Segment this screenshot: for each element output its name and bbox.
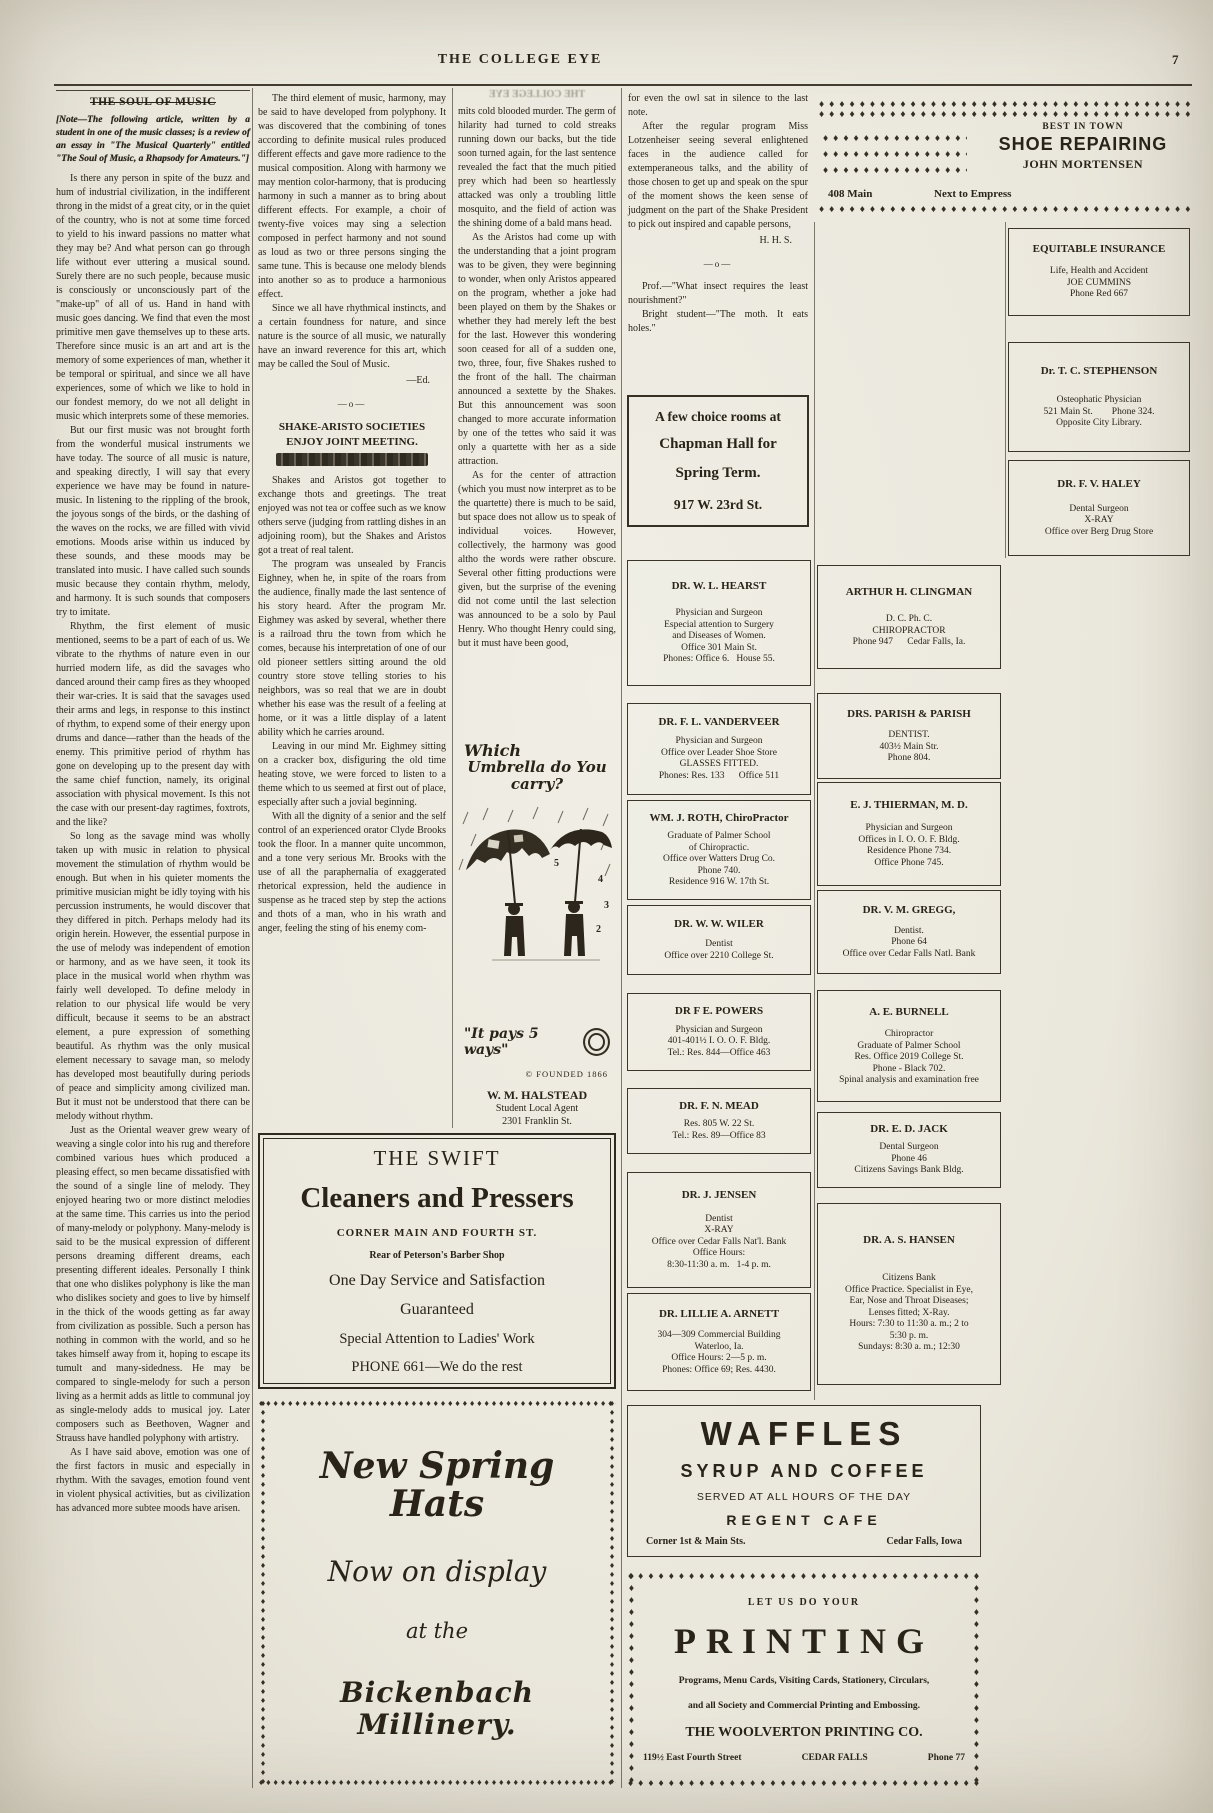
ad-line: Office 301 Main St. bbox=[681, 642, 757, 653]
ad-bickenbach-millinery bbox=[258, 1400, 616, 1788]
header-rule bbox=[54, 84, 1192, 86]
ad-title: ARTHUR H. CLINGMAN bbox=[845, 585, 973, 598]
ad-title: DR. F. N. MEAD bbox=[679, 1099, 759, 1112]
ad-store-name: Bickenbach Millinery. bbox=[339, 1675, 535, 1741]
ad-title: PRINTING bbox=[673, 1621, 935, 1662]
ornament-border bbox=[258, 1400, 267, 1788]
ad-line: A few choice rooms at bbox=[655, 408, 781, 424]
ad-line: 5:30 p. m. bbox=[889, 1330, 929, 1341]
ad-title: DR. F. L. VANDERVEER bbox=[658, 715, 780, 728]
ad-body bbox=[631, 736, 807, 782]
ad-woolverton-printing bbox=[627, 1572, 981, 1788]
ad-line: SERVED AT ALL HOURS OF THE DAY bbox=[696, 1490, 912, 1503]
ad-line: Rear of Peterson's Barber Shop bbox=[369, 1249, 505, 1261]
ad-title: DR. V. M. GREGG, bbox=[862, 903, 956, 916]
ad-line: Dentist bbox=[705, 1213, 733, 1224]
ink-smudge bbox=[276, 453, 428, 466]
ad-drs-parish bbox=[817, 693, 1001, 779]
ad-line: DENTIST. bbox=[888, 730, 930, 740]
ornament-border bbox=[258, 1779, 616, 1788]
ad-title: DR. W. L. HEARST bbox=[671, 580, 767, 593]
ad-shoe-text bbox=[974, 122, 1192, 172]
ad-body bbox=[821, 614, 997, 649]
ad-line: Physician and Surgeon bbox=[675, 608, 763, 619]
ad-tagline: BEST IN TOWN bbox=[1042, 122, 1124, 132]
ad-line: 8:30-11:30 a. m. 1-4 p. m. bbox=[667, 1259, 771, 1270]
paragraph: Since we all have rhythmical instincts, and a certain foundness for nature, and since nature is the source of all music, we naturally have an inward reverence for this art, which may be called the Soul of Music. bbox=[258, 303, 446, 370]
column-rule bbox=[252, 88, 253, 1788]
ad-line: Graduate of Palmer School bbox=[857, 1040, 961, 1051]
ad-line: Phones: Office 6. House 55. bbox=[663, 654, 775, 665]
ad-line: Office over Watters Drug Co. bbox=[662, 854, 776, 864]
ad-agent-block bbox=[458, 1089, 616, 1128]
ad-line: Lenses fitted; X-Ray. bbox=[868, 1307, 950, 1318]
ad-dr-powers bbox=[627, 993, 811, 1071]
ad-line: Waterloo, Ia. bbox=[694, 1341, 744, 1352]
ad-title: A. E. BURNELL bbox=[869, 1005, 949, 1018]
ad-line: Office over Cedar Falls Nat'l. Bank bbox=[651, 1236, 787, 1247]
ad-title: DR F E. POWERS bbox=[674, 1004, 764, 1017]
ad-body bbox=[821, 730, 997, 765]
ad-title: SHOE REPAIRING bbox=[998, 134, 1168, 154]
paragraph: Leaving in our mind Mr. Eighmey sitting on a cracker box, disfiguring the old time heating stove, we were forced to listen to a theme which to us seemed at first out of place, especially after such a jovial beginning. bbox=[258, 741, 446, 808]
ad-slogan: "It pays 5 ways" bbox=[464, 1026, 539, 1058]
ad-line: Phones: Office 69; Res. 4430. bbox=[662, 1364, 776, 1375]
ad-title: DR. E. D. JACK bbox=[870, 1123, 948, 1136]
paragraph: So long as the savage mind was wholly taken up with music in relation to physical movement the stimulation of rhythm would be enough. But when in his quieter moments the primitive musician might be idly toying with his percussion instruments, he would discover that they differed in pitch. Perhaps melody had its origin herein. However, the essential purpose in the use of melody was independent of emotion or harmony, and as we have seen, it took its place in the musical world when rhythm was fairly well developed. To define melody in relation to our physical life would be very difficult, because it seems to be an abstract element, a pure expression of something beautiful. As rhythm was the only musical element necessary to savage man, so melody has developed most beautifully during periods of peace and simplicity among civilized man. But it must not be understood that there can be melody without rhythm. bbox=[56, 831, 250, 1122]
article-signature: —Ed. bbox=[406, 375, 430, 386]
ad-line: 403½ Main Str. bbox=[879, 741, 939, 752]
ad-line: Dentist bbox=[705, 939, 733, 949]
ornament-border bbox=[607, 1400, 616, 1788]
ad-line: Dental Surgeon bbox=[1069, 503, 1129, 514]
ad-body-line: Programs, Menu Cards, Visiting Cards, Stationery, Circulars, bbox=[678, 1676, 930, 1687]
ad-line: Dentist. bbox=[894, 925, 924, 936]
ad-regent-cafe bbox=[627, 1405, 981, 1557]
ad-line: Res. 805 W. 22 St. bbox=[683, 1119, 755, 1130]
ad-line: Phones: Res. 133 Office 511 bbox=[658, 770, 780, 781]
ad-title: DR. F. V. HALEY bbox=[1057, 477, 1141, 490]
ad-line: Physician and Surgeon bbox=[675, 1024, 763, 1035]
ad-founded: © FOUNDED 1866 bbox=[525, 1068, 608, 1079]
paragraph: As I have said above, emotion was one of the first factors in music and especially in rhythm. With the savages, emotion found vent in violent physical activities, but as civilization has advanced more subtee moods have arisen. bbox=[56, 1447, 250, 1514]
ad-line: JOE CUMMINS bbox=[1066, 277, 1132, 288]
editor-note: [Note—The following article, written by a student in one of the music classes; is a review of an essay in "The Musical Quarterly" entitled "The Soul of Music, a Rhapsody for Amateurs."] bbox=[56, 115, 250, 164]
ad-line: Citizens Bank bbox=[882, 1273, 936, 1284]
company-seal-icon bbox=[583, 1028, 610, 1056]
ad-line: Now on display bbox=[327, 1554, 547, 1588]
ad-line: Guaranteed bbox=[400, 1301, 474, 1319]
svg-text:5: 5 bbox=[554, 857, 559, 869]
ad-body bbox=[821, 823, 997, 869]
ad-slogan-row bbox=[458, 1026, 616, 1058]
column-rule bbox=[452, 88, 453, 1128]
ad-umbrella-insurance bbox=[458, 742, 616, 1128]
ad-line: Tel.: Res. 89—Office 83 bbox=[672, 1130, 766, 1141]
paragraph: As the Aristos had come up with the understanding that a joint program was to be given, they were beginning to wonder, when only Aristos appeared on the program, whether a joke had been played on them by the Shakes or whether they had merely left the best for the last. However this wondering soon ceased for all of a sudden one, two, three, four, five Shakes rushed to the front of the hall. The chairman announced a sextette by the Shakes. But this announcement was soon changed to more accurate information by one of the tettes who said it was only a quartette with her as a side attraction. bbox=[458, 232, 616, 467]
ad-body bbox=[821, 1273, 997, 1354]
ad-proprietor: JOHN MORTENSEN bbox=[1022, 157, 1144, 171]
ad-equitable-insurance bbox=[1008, 228, 1190, 316]
ad-line: Hours: 7:30 to 11:30 a. m.; 2 to bbox=[849, 1319, 969, 1330]
ad-headline: Umbrella do You carry? bbox=[467, 758, 607, 793]
ornament-border bbox=[972, 1572, 981, 1788]
ornament-border bbox=[258, 1400, 616, 1409]
ad-location-note: Next to Empress bbox=[934, 188, 1012, 200]
ornament-border bbox=[818, 205, 1190, 214]
ad-dr-jensen bbox=[627, 1172, 811, 1288]
ad-title: WM. J. ROTH, ChiroPractor bbox=[649, 811, 789, 824]
society-article-body bbox=[628, 92, 808, 232]
ad-swift-cleaners bbox=[258, 1133, 616, 1389]
ad-line: at the bbox=[405, 1619, 469, 1644]
ad-body bbox=[1012, 504, 1186, 539]
paragraph: Shakes and Aristos got together to exchange thots and greetings. The treat enjoyed was not tea or coffee such as we know others serve (judging from rattling dishes in an adjoining room), but the Shakes and Aristos got a treat of real talent. bbox=[258, 475, 446, 556]
ad-printing-text bbox=[643, 1584, 965, 1776]
ornament-border bbox=[818, 100, 1190, 109]
ad-line: Office Hours: 2—5 p. m. bbox=[671, 1353, 767, 1364]
ornament-border bbox=[822, 166, 967, 175]
paragraph: As for the center of attraction (which you must now interpret as to be the quartette) there is much to be said, but space does not allow us to speak of individual voices. However, collectively, the harmony was good altho the words were rather obscure. Several other fitting productions were given, but the surprise of the evening did not come until the last selection was announced to be a solo by Paul Henry. Who thought Henry could sing, but it must have been good, bbox=[458, 470, 616, 649]
ad-company: THE WOOLVERTON PRINTING CO. bbox=[685, 1724, 923, 1740]
ad-dr-hansen bbox=[817, 1203, 1001, 1385]
ad-line: GLASSES FITTED. bbox=[679, 759, 759, 770]
ad-line: Graduate of Palmer School bbox=[667, 831, 771, 841]
svg-text:3: 3 bbox=[604, 899, 609, 911]
society-headline: SHAKE-ARISTO SOCIETIES bbox=[278, 421, 426, 433]
ad-title: New Spring Hats bbox=[319, 1445, 555, 1526]
ad-line: Osteophatic Physician bbox=[1056, 395, 1142, 405]
paragraph: mits cold blooded murder. The germ of hilarity had turned to cold streaks running down our backs, but the tide soon turned again, for the last sentence revealed the fact that the much pitied prey which had been so heartlessly attacked was only a troubling little mosquito, and the field of action was the shining dome of a bald mans head. bbox=[458, 106, 616, 229]
ad-dr-gregg bbox=[817, 890, 1001, 974]
paragraph: for even the owl sat in silence to the last note. bbox=[628, 93, 808, 118]
ad-address: 408 Main bbox=[828, 188, 873, 200]
ad-title: DR. LILLIE A. ARNETT bbox=[658, 1307, 780, 1320]
ad-line: Phone 740. bbox=[697, 865, 741, 876]
ad-line: Dental Surgeon bbox=[879, 1142, 939, 1153]
article-body bbox=[56, 172, 250, 1516]
ornament-border bbox=[822, 134, 967, 143]
ad-line: CHIROPRACTOR bbox=[872, 625, 946, 636]
joke-answer: Bright student—"The moth. It eats holes." bbox=[628, 309, 808, 334]
ad-body bbox=[1012, 266, 1186, 301]
svg-text:2: 2 bbox=[596, 923, 601, 935]
ad-lead: LET US DO YOUR bbox=[747, 1596, 861, 1608]
ad-dr-wiler bbox=[627, 905, 811, 975]
ad-line: X-RAY bbox=[704, 1225, 734, 1236]
ad-dr-jack bbox=[817, 1112, 1001, 1188]
paragraph: But our first music was not brought forth from the wonderful musical instruments we have today. The source of all music is nature, and speaking directly, I will say that every experience we have may be found in nature-music. In listening to the rippling of the brook, the joyous songs of the birds, or the dashing of the waves on the rocks, we are filled with vivid emotions. Moods arise within us induced by these sounds, and these moods may be translated into music. I have called such sounds music because they contain rhythm, melody, and harmony. It is such sounds that composers try to imitate. bbox=[56, 425, 250, 618]
ad-line: Tel.: Res. 844—Office 463 bbox=[667, 1047, 771, 1058]
ad-body-line: and all Society and Commercial Printing and Embossing. bbox=[687, 1700, 921, 1711]
ad-title: DR. J. JENSEN bbox=[681, 1188, 757, 1201]
column-rule bbox=[814, 222, 815, 1400]
ad-line: Phone 804. bbox=[887, 753, 931, 763]
ad-line: Phone 46 bbox=[891, 1153, 927, 1164]
ad-line: Res. Office 2019 College St. bbox=[854, 1052, 964, 1062]
ad-title: E. J. THIERMAN, M. D. bbox=[850, 798, 968, 811]
society-article-body bbox=[258, 474, 446, 936]
article-body bbox=[258, 92, 446, 372]
column-rule bbox=[621, 88, 622, 1788]
print-bleed-artifact: THE COLLEGE EYE bbox=[488, 89, 586, 100]
ad-line: Phone 947 Cedar Falls, Ia. bbox=[852, 637, 966, 647]
ad-line: Office over 2210 College St. bbox=[664, 950, 774, 961]
ad-line: Citizens Savings Bank Bldg. bbox=[854, 1165, 964, 1176]
ad-thierman bbox=[817, 782, 1001, 886]
ad-line: Residence 916 W. 17th St. bbox=[668, 877, 770, 887]
ad-body bbox=[631, 1214, 807, 1272]
column-2 bbox=[258, 92, 446, 936]
ad-title: Dr. T. C. STEPHENSON bbox=[1040, 364, 1158, 377]
ad-body bbox=[631, 608, 807, 666]
article-headline: THE SOUL OF MUSIC bbox=[56, 90, 250, 109]
paragraph: After the regular program Miss Lotzenheiser seeing several enlightened faces in the audience called for extemperaneous talks, and the ability of those chosen to get up and speak on the spur of the moment shows the keen sense of judgment on the part of the Shake President to pick out inspired and capable persons, bbox=[628, 121, 808, 230]
svg-text:4: 4 bbox=[598, 873, 603, 885]
section-divider: —o— bbox=[703, 259, 733, 269]
author-initials: H. H. S. bbox=[759, 235, 792, 246]
paragraph: Is there any person in spite of the buzz and hum of industrial civilization, in the indifferent throng in the midst of a great city, or in the quiet of the country, who is not at some time forced to yield to his inward passions no matter what they may be? And what person can go through life without ever uttering a musical sound. Surely there are no such people, because music is consciously or unconsciously part of the "make-up" of all of us. Hand in hand with music goes dancing. We find that even the most primitive men gave themselves up to these arts. Therefore since music is an art and art is the memory of some experiences of man, whether it be temporal or spiritual, and since we all have experiences, some of which we like to hold in our fondest memory, do we not all delight in music which interprets some of these memories. bbox=[56, 173, 250, 422]
ad-line: Office over Berg Drug Store bbox=[1044, 526, 1154, 537]
ad-line: Spring Term. bbox=[675, 464, 761, 481]
umbrella-illustration bbox=[458, 804, 616, 1016]
paragraph: Just as the Oriental weaver grew weary of weaving a single color into his rug and therefore combined various hues which produced a pleasing effect, so men became dissatisfied with the sound of a single line of melody. They enjoyed hearing two or more distinct melodies at the same time. This carries us into the period of many-melody or polyphony. Many-melody is said to be the musical expression of different persons dreaming different dreams, each presenting different ideales. Personally I think that one who dislikes polyphony is like the man who dislikes society and goes to live by himself in the thick of the woods getting as far away from civilization as possible. Such a person has nothing in common with the world, and so he takes himself away from it, hoping to escape its tumult and many-sidedness. He may be compared to single-melody for such a person living as a hermit adds as little to communal joy as single-melody adds to musical joy. Later composers such as Beethoven, Wagner and Strauss have handled polyphony with artistry. bbox=[56, 1125, 250, 1444]
ad-line: Phone Red 667 bbox=[1069, 289, 1129, 300]
paragraph: The third element of music, harmony, may be said to have developed from polyphony. It was discovered that the combining of tones according to definite musical rules produced different effects and gave more radience to the musical composition. Along with harmony we may mention color-harmony, that is producing harmony in such a manner as to bring about different effects. For example, a choir of twenty-five voices may sing a selection composed in perfect harmony and not sound as loud as two or three persons singing the same tune. This is because one melody blends into another so as to produce a harmonious effect. bbox=[258, 93, 446, 300]
ad-line: Office over Leader Shoe Store bbox=[661, 747, 777, 758]
ad-title: WAFFLES bbox=[700, 1414, 908, 1452]
ad-shoe-repairing bbox=[816, 100, 1192, 214]
ad-line: Office Practice. Specialist in Eye, bbox=[844, 1284, 974, 1295]
ad-body bbox=[631, 1025, 807, 1060]
ornament-border bbox=[822, 150, 967, 159]
ad-line: of Chiropractic. bbox=[688, 842, 750, 853]
ad-line: Spinal analysis and examination free bbox=[839, 1075, 979, 1085]
ad-line: D. C. Ph. C. bbox=[885, 614, 933, 624]
ad-headline: Which bbox=[464, 741, 522, 760]
ad-body bbox=[631, 1119, 807, 1142]
ad-city: CEDAR FALLS bbox=[801, 1753, 868, 1764]
ornament-border bbox=[818, 110, 1190, 119]
ad-line: One Day Service and Satisfaction bbox=[329, 1272, 545, 1290]
ad-line: Residence Phone 734. bbox=[866, 846, 952, 857]
ad-address-row bbox=[643, 1753, 965, 1763]
ad-line: Chiropractor bbox=[884, 1029, 934, 1039]
ad-address-row bbox=[628, 1536, 980, 1547]
ad-wm-j-roth bbox=[627, 800, 811, 900]
ad-line: 304—309 Commercial Building bbox=[657, 1330, 781, 1341]
ad-body bbox=[631, 831, 807, 889]
ad-address: Corner 1st & Main Sts. bbox=[646, 1536, 746, 1548]
ad-title: DRS. PARISH & PARISH bbox=[847, 707, 971, 720]
ad-phone: Phone 77 bbox=[927, 1753, 965, 1764]
ad-line: 401-401½ I. O. O. F. Bldg. bbox=[667, 1036, 771, 1047]
ad-city: Cedar Falls, Iowa bbox=[886, 1536, 962, 1548]
ad-chapman-hall bbox=[627, 395, 809, 527]
ad-line: Chapman Hall for bbox=[659, 436, 777, 453]
ad-body bbox=[821, 926, 997, 961]
agent-address: 2301 Franklin St. bbox=[502, 1116, 572, 1127]
ad-clingman bbox=[817, 565, 1001, 669]
ad-line: Office over Cedar Falls Natl. Bank bbox=[842, 948, 976, 959]
ad-dr-haley bbox=[1008, 460, 1190, 556]
ad-line: Phone 64 bbox=[891, 937, 927, 948]
ad-body bbox=[1012, 395, 1186, 430]
ad-subtitle: SYRUP AND COFFEE bbox=[680, 1461, 928, 1482]
ad-line: Opposite City Library. bbox=[1056, 418, 1142, 428]
ad-burnell bbox=[817, 990, 1001, 1102]
page-number: 7 bbox=[1172, 52, 1179, 67]
ad-address: 119½ East Fourth Street bbox=[643, 1753, 742, 1764]
ad-line: Especial attention to Surgery bbox=[664, 619, 774, 630]
ad-dr-stephenson bbox=[1008, 342, 1190, 452]
ad-title: DR. W. W. WILER bbox=[674, 918, 764, 930]
ad-body bbox=[631, 939, 807, 962]
column-rule bbox=[1005, 222, 1006, 558]
ad-dr-mead bbox=[627, 1088, 811, 1154]
ad-dr-vanderveer bbox=[627, 703, 811, 795]
ad-cafe-name: REGENT CAFE bbox=[726, 1511, 882, 1528]
ornament-border bbox=[627, 1572, 636, 1788]
column-3 bbox=[458, 88, 616, 651]
column-4 bbox=[628, 92, 808, 336]
ad-body bbox=[821, 1029, 997, 1087]
column-1 bbox=[56, 88, 250, 1516]
paragraph: Rhythm, the first element of music mentioned, seems to be a part of each of us. We vibrate to the rhythms of nature even in our hurried modern life, as did the savages who danced around their camp fires as they whooped their war-cries. It is said that the savages used their arms and legs, in response to this instinct of rhythm, to expend some of their energy upon drums and dance—rather than the heads of the enemy. This primitive period of rhythm has gone on developing up to the present day with the same chief function, namely, its original association with physical movement. Is this not the case with our present-day ragtimes, foxtrots, and the like? bbox=[56, 621, 250, 828]
ad-hats-text bbox=[272, 1414, 602, 1774]
ad-body bbox=[821, 1142, 997, 1177]
ad-dr-arnett bbox=[627, 1293, 811, 1391]
ad-title: Cleaners and Pressers bbox=[300, 1182, 574, 1215]
ornament-border bbox=[627, 1572, 981, 1581]
ornament-border bbox=[627, 1779, 981, 1788]
ad-line: Ear, Nose and Throat Diseases; bbox=[849, 1296, 969, 1307]
ad-phone: PHONE 661—We do the rest bbox=[351, 1358, 523, 1375]
ad-line: Sundays: 8:30 a. m.; 12:30 bbox=[858, 1342, 960, 1353]
society-article-body bbox=[458, 105, 616, 651]
agent-name: W. M. HALSTEAD bbox=[486, 1088, 588, 1102]
ad-title: EQUITABLE INSURANCE bbox=[1032, 243, 1166, 256]
ad-line: Life, Health and Accident bbox=[1049, 266, 1149, 277]
ad-line: Offices in I. O. O. F. Bldg. bbox=[858, 834, 960, 845]
section-divider: —o— bbox=[337, 399, 367, 409]
ad-dr-hearst bbox=[627, 560, 811, 686]
ad-line: THE SWIFT bbox=[373, 1146, 501, 1171]
ad-body bbox=[631, 1330, 807, 1376]
ad-line: 521 Main St. Phone 324. bbox=[1043, 406, 1155, 417]
ad-line: Physician and Surgeon bbox=[865, 823, 953, 834]
ad-line: and Diseases of Women. bbox=[672, 631, 766, 642]
agent-title: Student Local Agent bbox=[495, 1103, 579, 1114]
paragraph: With all the dignity of a senior and the self control of an experienced orator Clyde Brooks took the floor. In a manner quite uncommon, and a tone very serious Mr. Brooks with the use of all the paraphernalia of exaggerated rhetorical expression, held the audience in suspense as he traced step by step the actions and thots of a man, who in his wrath and anger, feeling the sting of his enemy com- bbox=[258, 811, 446, 934]
masthead-title: THE COLLEGE EYE bbox=[437, 52, 603, 67]
ad-title: DR. A. S. HANSEN bbox=[863, 1234, 955, 1247]
ad-address: 917 W. 23rd St. bbox=[673, 497, 763, 513]
society-headline: ENJOY JOINT MEETING. bbox=[286, 436, 418, 448]
ad-line: Special Attention to Ladies' Work bbox=[339, 1330, 535, 1347]
ad-line: Physician and Surgeon bbox=[675, 736, 763, 747]
joke-question: Prof.—"What insect requires the least nourishment?" bbox=[628, 281, 808, 306]
paragraph: The program was unsealed by Francis Eighney, when he, in spite of the roars from the audience, finally made the last sentence of his story heard. After the program Mr. Eighmey was asked by several, whether there is a railroad thru the town from which he comes, because his interpretation of one of our old pioneer settlers sitting around the old country store stove telling stories to his neighbors, was so real that we are in doubt whether his ease was the result of a feeling at home, or it was a little display of a latent ability which he carries around. bbox=[258, 559, 446, 738]
ad-line: Office Phone 745. bbox=[874, 857, 944, 868]
ad-line: Phone - Black 702. bbox=[872, 1063, 946, 1074]
ad-line: Office Hours: bbox=[692, 1248, 746, 1259]
ad-line: X-RAY bbox=[1084, 515, 1114, 526]
ad-line: CORNER MAIN AND FOURTH ST. bbox=[336, 1226, 538, 1239]
